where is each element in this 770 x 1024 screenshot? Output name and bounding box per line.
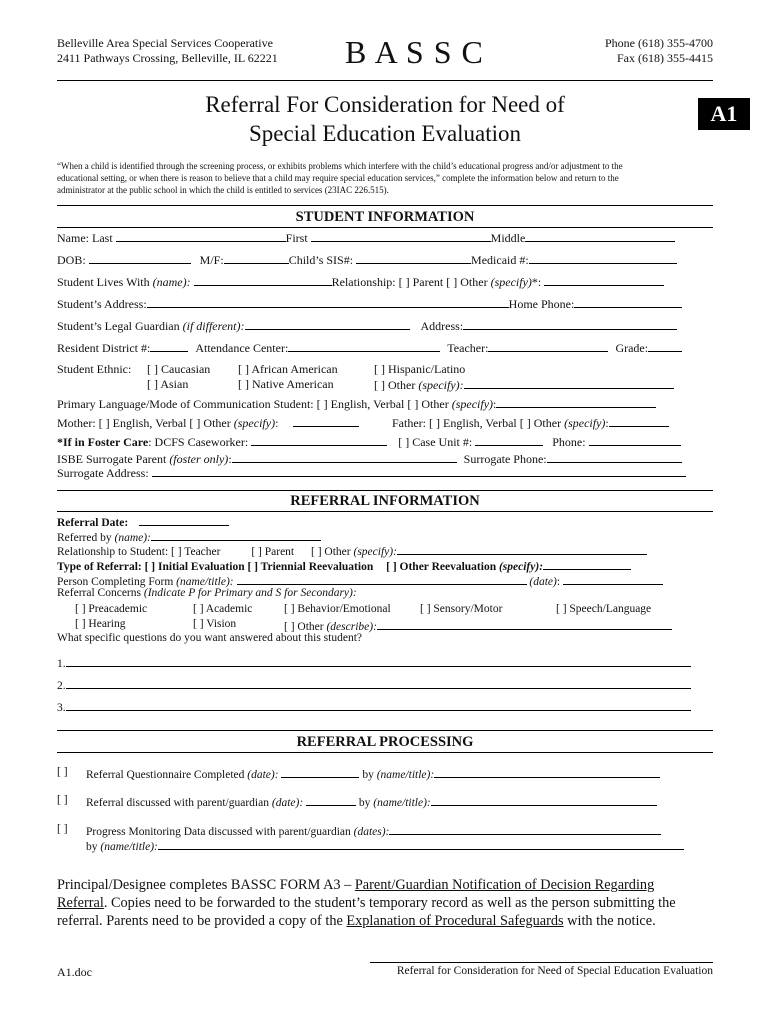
student-address-field[interactable] <box>147 296 509 308</box>
label-surrogate-address: Surrogate Address: <box>57 466 149 480</box>
guardian-address-field[interactable] <box>463 318 677 330</box>
label-colon: : <box>605 416 609 430</box>
question-number: 1. <box>57 658 66 670</box>
father-language-field[interactable] <box>609 415 669 427</box>
ethnic-other[interactable]: [ ] Other <box>374 378 416 392</box>
label-address: Student’s Address: <box>57 297 147 311</box>
label-date: (date): <box>271 797 304 809</box>
label-name-title: (name/title): <box>176 576 234 588</box>
label-concerns: Referral Concerns <box>57 587 141 599</box>
person-completing-row <box>57 573 663 588</box>
middle-name-field[interactable] <box>525 230 675 242</box>
question-row <box>57 655 691 670</box>
concern-other-checkbox[interactable]: [ ] Other <box>284 621 324 633</box>
question-number: 3. <box>57 702 66 714</box>
dcfs-caseworker-field[interactable] <box>251 434 387 446</box>
processing-item-3-by <box>86 838 684 853</box>
intro-text <box>57 160 623 196</box>
label-medicaid: Medicaid #: <box>471 253 529 267</box>
label-first: First <box>285 231 308 245</box>
footer-doc-title: Referral for Consideration for Need of Special Education Evaluation <box>396 965 713 977</box>
relationship-teacher-checkbox[interactable]: Relationship to Student: [ ] Teacher <box>57 546 221 558</box>
label-dcfs: : DCFS Caseworker: <box>148 435 249 449</box>
primary-language-options[interactable]: Primary Language/Mode of Communication Student: [ ] English, Verbal [ ] Other <box>57 397 449 411</box>
label-specify: (specify): <box>418 378 464 392</box>
label-person-completing: Person Completing Form <box>57 576 174 588</box>
intro-line: administrator at the public school in which the child is entitled to services (23IAC 226.515). <box>57 185 389 195</box>
medicaid-field[interactable] <box>529 252 677 264</box>
question-2-field[interactable] <box>66 677 691 689</box>
section-rule <box>57 490 713 491</box>
ethnic-asian[interactable]: [ ] Asian <box>147 377 189 391</box>
label-referral-date: Referral Date: <box>57 517 129 529</box>
label-sis: Child’s SIS#: <box>288 253 354 267</box>
label-attendance-center: Attendance Center: <box>195 341 289 355</box>
bassc-logo: B A S S C <box>345 34 484 70</box>
questionnaire-date-field[interactable] <box>281 766 359 778</box>
processing-checkbox[interactable]: [ ] <box>57 766 68 778</box>
question-row <box>57 677 691 692</box>
person-completing-field[interactable] <box>237 573 527 585</box>
referral-type-options[interactable]: Type of Referral: [ ] Initial Evaluation [ ] Triennial Reevaluation <box>57 561 374 573</box>
father-language-row <box>392 415 669 431</box>
label-phone: Phone: <box>552 435 586 449</box>
note-line <box>57 876 676 894</box>
ethnic-other-row <box>374 377 674 393</box>
lives-with-row <box>57 274 664 290</box>
mf-field[interactable] <box>224 252 289 264</box>
referred-by-row <box>57 529 321 544</box>
concern-hearing[interactable]: [ ] Hearing <box>75 618 126 630</box>
label-referred-by: Referred by <box>57 532 112 544</box>
procedural-safeguards-link[interactable]: Explanation of Procedural Safeguards <box>346 913 564 929</box>
form-code-badge: A1 <box>698 98 750 130</box>
surrogate-address-field[interactable] <box>152 465 686 477</box>
label-foster-care: *If in Foster Care <box>57 435 149 449</box>
concern-behavior[interactable]: [ ] Behavior/Emotional <box>284 603 391 615</box>
label-home-phone: Home Phone: <box>508 297 575 311</box>
question-1-field[interactable] <box>66 655 691 667</box>
relationship-other-field[interactable] <box>544 274 664 286</box>
label-foster-only: (foster only) <box>169 452 229 466</box>
discussed-date-field[interactable] <box>306 794 356 806</box>
label-progress-monitoring: Progress Monitoring Data discussed with parent/guardian <box>86 826 351 838</box>
label-by: by <box>86 841 98 853</box>
form-title <box>150 90 620 148</box>
guardian-row <box>57 318 677 334</box>
district-row <box>57 340 682 356</box>
label-name: (name): <box>114 532 151 544</box>
label-resident-district: Resident District #: <box>57 341 151 355</box>
label-specify: (specify) <box>564 416 606 430</box>
referral-date-row <box>57 514 229 529</box>
section-rule <box>57 511 713 512</box>
label-name-title: (name/title): <box>373 797 431 809</box>
label-specify: (specify) <box>490 275 532 289</box>
ethnic-african-american[interactable]: [ ] African American <box>238 362 338 376</box>
other-reevaluation-field[interactable] <box>543 558 631 570</box>
ethnic-other-field[interactable] <box>464 377 674 389</box>
note-text: referral. Parents need to be provided a copy of the <box>57 913 347 929</box>
label-date: (date) <box>529 576 557 588</box>
guardian-field[interactable] <box>245 318 410 330</box>
concerns-row <box>57 587 357 599</box>
label-colon: : <box>556 576 561 588</box>
footer-rule <box>370 962 713 963</box>
relationship-other-field[interactable] <box>397 543 647 555</box>
form-a3-link-continued[interactable]: Referral <box>57 895 104 911</box>
ethnic-caucasian[interactable]: [ ] Caucasian <box>147 362 211 376</box>
isbe-surrogate-field[interactable] <box>232 451 457 463</box>
label-name-title: (name/title): <box>100 841 158 853</box>
processing-item-1 <box>86 766 660 781</box>
label-by: by <box>358 797 371 809</box>
dob-row <box>57 252 677 268</box>
label-concerns-note: (Indicate P for Primary and S for Secondary): <box>143 587 357 599</box>
form-title-line2: Special Education Evaluation <box>248 121 522 146</box>
label-colon: : <box>493 397 497 411</box>
discussed-by-field[interactable] <box>431 794 657 806</box>
concern-sensory[interactable]: [ ] Sensory/Motor <box>420 603 503 615</box>
concern-other-row <box>284 618 672 633</box>
label-guardian: Student’s Legal Guardian <box>57 319 180 333</box>
note-text: with the notice. <box>563 913 656 929</box>
label-mf: M/F: <box>199 253 224 267</box>
label-colon: : <box>275 416 279 430</box>
label-ethnic: Student Ethnic: <box>57 362 132 376</box>
org-address: 2411 Pathways Crossing, Belleville, IL 62221 <box>57 51 278 65</box>
label-surrogate-phone: Surrogate Phone: <box>463 452 547 466</box>
question-number: 2. <box>57 680 66 692</box>
grade-field[interactable] <box>648 340 682 352</box>
mother-language-field[interactable] <box>293 415 359 427</box>
progress-dates-field[interactable] <box>389 823 661 835</box>
section-rule <box>57 730 713 731</box>
other-reevaluation-checkbox[interactable]: [ ] Other Reevaluation <box>386 561 497 573</box>
label-last: Name: Last <box>57 231 113 245</box>
label-discussed: Referral discussed with parent/guardian <box>86 797 269 809</box>
org-fax: Fax (618) 355-4415 <box>617 51 713 65</box>
processing-checkbox[interactable]: [ ] <box>57 794 68 806</box>
label-specify: (specify) <box>233 416 276 430</box>
person-completing-date-field[interactable] <box>563 573 663 585</box>
label-isbe-surrogate: ISBE Surrogate Parent <box>57 452 167 466</box>
foster-phone-field[interactable] <box>589 434 681 446</box>
processing-checkbox[interactable]: [ ] <box>57 823 68 835</box>
intro-line: “When a child is identified through the screening process, or exhibits problems which interfere with the child’s educational progress and/or adjustment to the <box>57 161 623 171</box>
address-row <box>57 296 682 312</box>
progress-by-field[interactable] <box>158 838 684 850</box>
concern-academic[interactable]: [ ] Academic <box>193 603 253 615</box>
concern-preacademic[interactable]: [ ] Preacademic <box>75 603 148 615</box>
relationship-parent-checkbox[interactable]: [ ] Parent <box>251 546 295 558</box>
form-a3-link[interactable]: Parent/Guardian Notification of Decision Regarding <box>354 877 655 893</box>
note-line <box>57 912 676 930</box>
last-name-field[interactable] <box>116 230 286 242</box>
label-specify: (specify): <box>498 561 544 573</box>
concern-other-field[interactable] <box>377 618 672 630</box>
label-dates: (dates): <box>353 826 390 838</box>
foster-care-row <box>57 434 681 450</box>
label-name-title: (name/title): <box>376 769 435 781</box>
label-name: (name): <box>152 275 191 289</box>
org-name: Belleville Area Special Services Cooperative <box>57 36 273 50</box>
referral-relationship-row <box>57 543 647 558</box>
form-title-line1: Referral For Consideration for Need of <box>205 92 565 117</box>
relationship-options[interactable]: Relationship: [ ] Parent [ ] Other <box>331 275 488 289</box>
section-rule <box>57 205 713 206</box>
section-rule <box>57 227 713 228</box>
case-unit-checkbox[interactable]: [ ] Case Unit #: <box>398 435 473 449</box>
question-row <box>57 699 691 714</box>
concern-speech[interactable]: [ ] Speech/Language <box>556 603 652 615</box>
referral-type-row <box>57 558 631 573</box>
lives-with-field[interactable] <box>194 274 332 286</box>
district-field[interactable] <box>150 340 188 352</box>
note-text: . Copies need to be forwarded to the student’s temporary record as well as the person submitting the <box>103 895 676 911</box>
concern-vision[interactable]: [ ] Vision <box>193 618 237 630</box>
label-asterisk: *: <box>531 275 542 289</box>
relationship-other-checkbox[interactable]: [ ] Other <box>311 546 351 558</box>
father-language-options[interactable]: Father: [ ] English, Verbal [ ] Other <box>392 416 562 430</box>
note-text: Principal/Designee completes BASSC FORM A3 – <box>57 877 355 893</box>
referral-date-field[interactable] <box>139 514 229 526</box>
processing-item-3 <box>86 823 661 838</box>
label-grade: Grade: <box>615 341 649 355</box>
label-if-different: (if different): <box>182 319 245 333</box>
primary-language-field[interactable] <box>496 396 656 408</box>
label-dob: DOB: <box>57 253 86 267</box>
label-colon: : <box>228 452 232 466</box>
ethnic-native-american[interactable]: [ ] Native American <box>238 377 334 391</box>
ethnic-hispanic[interactable]: [ ] Hispanic/Latino <box>374 362 466 376</box>
surrogate-phone-field[interactable] <box>547 451 682 463</box>
questionnaire-by-field[interactable] <box>434 766 660 778</box>
label-guardian-address: Address: <box>420 319 464 333</box>
footer-filename: A1.doc <box>57 965 92 979</box>
dob-field[interactable] <box>89 252 191 264</box>
name-row <box>57 230 675 246</box>
first-name-field[interactable] <box>311 230 491 242</box>
mother-language-row <box>57 415 359 431</box>
label-specify: (specify): <box>353 546 397 558</box>
referral-processing-heading: REFERRAL PROCESSING <box>296 734 474 750</box>
principal-note <box>57 876 676 930</box>
questions-prompt: What specific questions do you want answered about this student? <box>57 632 362 644</box>
surrogate-address-row <box>57 465 686 481</box>
label-date: (date): <box>247 769 279 781</box>
primary-language-row <box>57 396 656 412</box>
org-phone: Phone (618) 355-4700 <box>605 36 713 50</box>
header-divider <box>57 80 713 81</box>
label-middle: Middle <box>490 231 526 245</box>
home-phone-field[interactable] <box>574 296 682 308</box>
case-unit-field[interactable] <box>475 434 543 446</box>
label-specify: (specify) <box>451 397 494 411</box>
label-lives-with: Student Lives With <box>57 275 150 289</box>
intro-line: educational setting, or when there is reason to believe that a child may require special education services,” complete the information below and return to the <box>57 173 619 183</box>
processing-item-2 <box>86 794 657 809</box>
label-by: by <box>362 769 374 781</box>
referred-by-field[interactable] <box>151 529 321 541</box>
note-line <box>57 894 676 912</box>
section-rule <box>57 752 713 753</box>
sis-field[interactable] <box>356 252 471 264</box>
label-teacher: Teacher: <box>447 341 489 355</box>
question-3-field[interactable] <box>66 699 691 711</box>
teacher-field[interactable] <box>488 340 608 352</box>
mother-language-options[interactable]: Mother: [ ] English, Verbal [ ] Other <box>57 416 231 430</box>
student-info-heading: STUDENT INFORMATION <box>295 209 475 225</box>
attendance-center-field[interactable] <box>288 340 440 352</box>
label-describe: (describe): <box>326 621 377 633</box>
referral-info-heading: REFERRAL INFORMATION <box>290 493 480 509</box>
label-questionnaire: Referral Questionnaire Completed <box>86 769 245 781</box>
